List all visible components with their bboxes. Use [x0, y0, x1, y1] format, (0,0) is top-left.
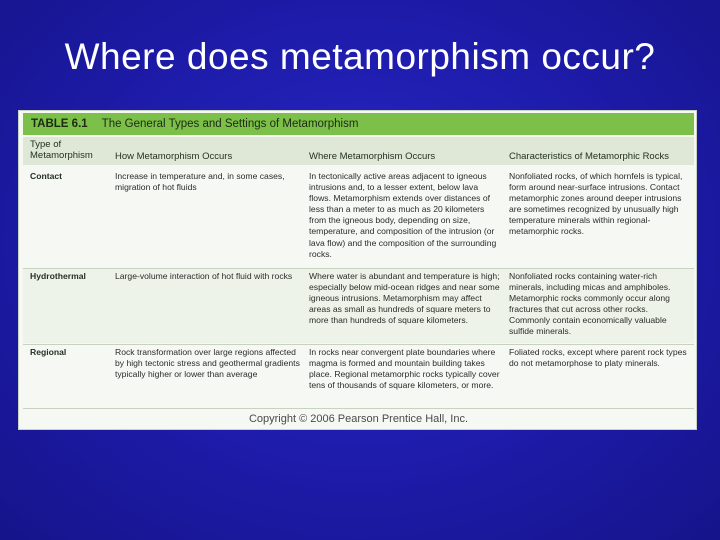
- header-how: How Metamorphism Occurs: [115, 151, 233, 162]
- table-caption-bar: [23, 113, 694, 135]
- header-type: Type of Metamorphism: [30, 139, 93, 161]
- row-type: Hydrothermal: [30, 271, 86, 281]
- table-caption: The General Types and Settings of Metamorphism: [101, 118, 359, 130]
- header-characteristics: Characteristics of Metamorphic Rocks: [509, 151, 669, 162]
- header-where: Where Metamorphism Occurs: [309, 151, 436, 162]
- row-type: Contact: [30, 171, 62, 181]
- copyright-notice: Copyright © 2006 Pearson Prentice Hall, Inc.: [248, 413, 469, 425]
- row-type: Regional: [30, 347, 67, 357]
- metamorphism-table: [18, 110, 697, 430]
- row-how: Large-volume interaction of hot fluid with rocks: [115, 271, 293, 281]
- row-where: In rocks near convergent plate boundaries where magma is formed and mountain building takes place. Regional metamorphic rocks typically cover tens of thousands of square kilometers, or more.: [309, 347, 500, 391]
- row-how: Rock transformation over large regions affected by high tectonic stress and geothermal gradients typically higher or lower than average: [115, 347, 300, 380]
- row-characteristics: Nonfoliated rocks containing water-rich minerals, including micas and amphiboles. Metamorphic rocks commonly occur along fractures that cut across other rocks. Commonly contain economically valuable sulfide minerals.: [509, 271, 671, 337]
- row-characteristics: Nonfoliated rocks, of which hornfels is typical, form around near-surface intrusions. Contact metamorphic zones around deeper intrusions are sometimes recognized by unusually high temperature minerals within regional-metamorphic rocks.: [509, 171, 683, 237]
- row-how: Increase in temperature and, in some cases, migration of hot fluids: [115, 171, 285, 193]
- table-number: TABLE 6.1: [31, 118, 88, 130]
- row-characteristics: Foliated rocks, except where parent rock types do not metamorphose to platy minerals.: [509, 347, 687, 369]
- row-where: In tectonically active areas adjacent to igneous intrusions and, to a lesser extent, below lava flows. Metamorphism extends over distances of less than a meter to as much as 20 kilometers from the igneous body, depending on size, temperature, and composition of the intrusion (or lava flow) and the composition of the surrounding rocks.: [309, 171, 497, 259]
- row-divider: [23, 408, 694, 409]
- row-where: Where water is abundant and temperature is high; especially below mid-ocean ridges and near some igneous intrusions. Metamorphism may affect areas as small as hundreds of square meters to more than hundreds of square kilometers.: [309, 271, 500, 326]
- slide-title: Where does metamorphism occur?: [64, 36, 656, 77]
